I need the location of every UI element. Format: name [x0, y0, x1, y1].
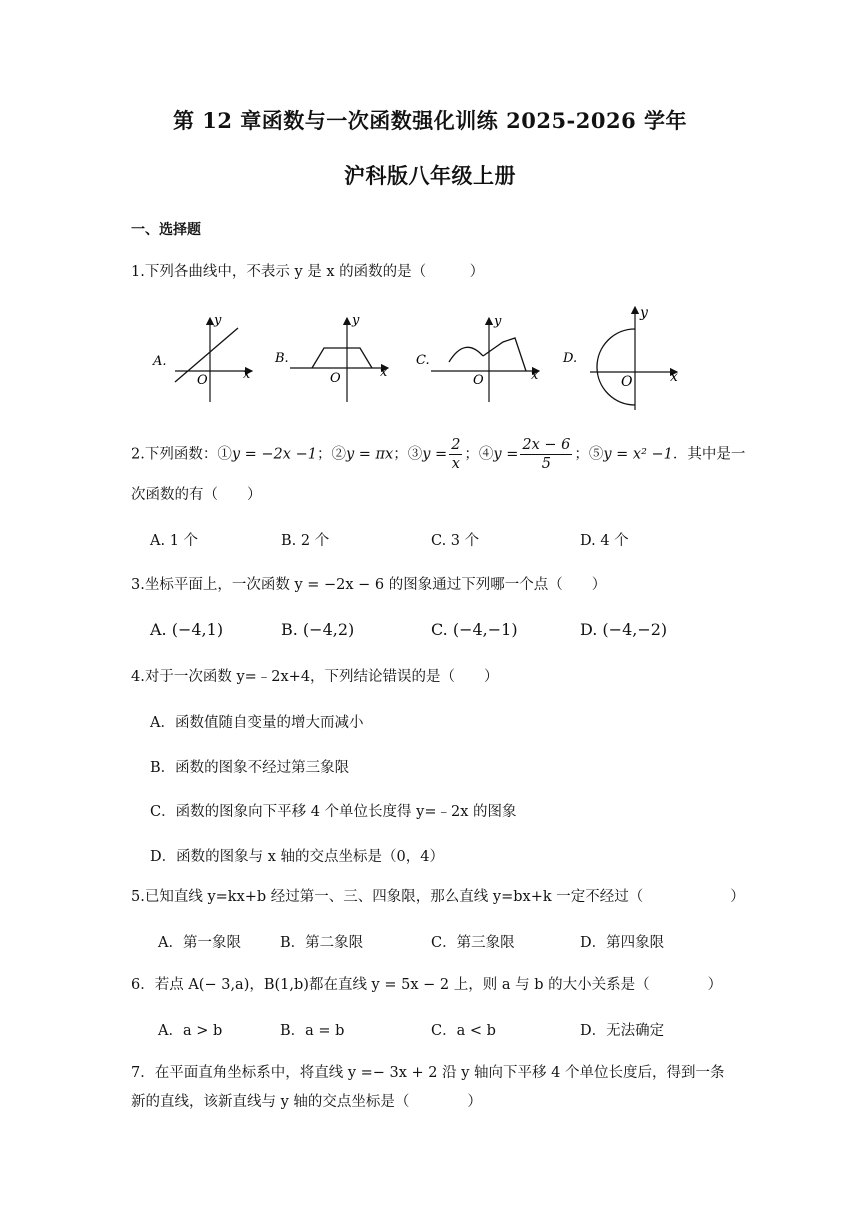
graph-b-curve — [312, 348, 372, 368]
q4-option-a: A．函数值随自变量的增大而减小 — [150, 715, 364, 731]
title-line-2: 沪科版八年级上册 — [344, 163, 516, 188]
question-6: 6．若点 A(− 3,a)，B(1,b)都在直线 y = 5x − 2 上，则 a 与 b 的大小关系是（ ） — [131, 977, 723, 993]
title-line-1: 第 12 章函数与一次函数强化训练 2025-2026 学年 — [172, 108, 688, 133]
q3-option-d: D. (−4,−2) — [580, 620, 668, 639]
graph-a-label: A. — [153, 354, 167, 369]
question-1: 1.下列各曲线中，不表示 y 是 x 的函数的是（ ） — [131, 264, 485, 280]
graph-b — [272, 312, 397, 407]
graph-a-y: y — [214, 313, 222, 328]
question-7-line-2: 新的直线，该新直线与 y 轴的交点坐标是（ ） — [131, 1094, 482, 1110]
graph-b-y: y — [352, 313, 360, 328]
question-2-line-2: 次函数的有（ ） — [131, 487, 262, 503]
q3-option-a: A. (−4,1) — [150, 620, 224, 639]
graph-c-origin: O — [473, 373, 484, 388]
graph-c-arc — [449, 347, 483, 362]
graph-d — [560, 302, 690, 414]
graph-c-label: C. — [416, 353, 430, 368]
question-5: 5.已知直线 y=kx+b 经过第一、三、四象限，那么直线 y=bx+k 一定不经过（ ） — [131, 889, 745, 905]
graph-c — [413, 312, 548, 407]
graph-a-origin: O — [197, 373, 208, 388]
graph-d-origin: O — [621, 374, 633, 390]
q3-option-c: C. (−4,−1) — [431, 620, 518, 639]
q6-option-c: C．a < b — [431, 1023, 496, 1039]
q5-option-b: B．第二象限 — [280, 935, 364, 951]
q2-option-d: D. 4 个 — [580, 533, 629, 549]
graph-c-y: y — [494, 314, 502, 329]
graph-a — [150, 312, 260, 407]
q5-option-d: D．第四象限 — [580, 935, 665, 951]
section-heading: 一、选择题 — [131, 222, 201, 238]
question-4: 4.对于一次函数 y=﹣2x+4，下列结论错误的是（ ） — [131, 669, 499, 685]
q4-option-b: B．函数的图象不经过第三象限 — [150, 760, 350, 776]
question-7: 7．在平面直角坐标系中，将直线 y =− 3x + 2 沿 y 轴向下平移 4 个单位长度后，得到一条 — [131, 1065, 725, 1081]
graph-d-x: x — [670, 369, 678, 385]
q2-option-c: C. 3 个 — [431, 533, 480, 549]
graph-b-label: B. — [275, 351, 289, 366]
graph-d-semicircle — [597, 329, 635, 405]
q4-option-d: D．函数的图象与 x 轴的交点坐标是（0，4） — [150, 849, 444, 865]
q3-option-b: B. (−4,2) — [281, 620, 355, 639]
q6-option-a: A．a > b — [158, 1023, 223, 1039]
q4-option-c: C．函数的图象向下平移 4 个单位长度得 y=﹣2x 的图象 — [150, 804, 517, 820]
q5-option-c: C．第三象限 — [431, 935, 515, 951]
q5-option-a: A．第一象限 — [158, 935, 241, 951]
q6-option-d: D．无法确定 — [580, 1023, 665, 1039]
q6-option-b: B．a = b — [280, 1023, 345, 1039]
question-2: 2.下列函数：①y = −2x −1；②y = πx；③y = $\frac{2}{x}$ ；④y = $\frac{2x - 6}{5}$ ；⑤y = x² −1．其中是一 — [131, 437, 746, 472]
question-3: 3.坐标平面上，一次函数 y = −2x − 6 的图象通过下列哪一个点（ ） — [131, 577, 607, 593]
graph-b-origin: O — [330, 371, 341, 386]
graph-c-x: x — [531, 368, 539, 383]
q2-option-b: B. 2 个 — [281, 533, 330, 549]
graph-d-y: y — [640, 305, 648, 321]
graph-a-x: x — [243, 367, 251, 382]
q2-option-a: A. 1 个 — [150, 533, 199, 549]
graph-b-x: x — [380, 365, 388, 380]
graph-d-label: D. — [563, 351, 578, 366]
